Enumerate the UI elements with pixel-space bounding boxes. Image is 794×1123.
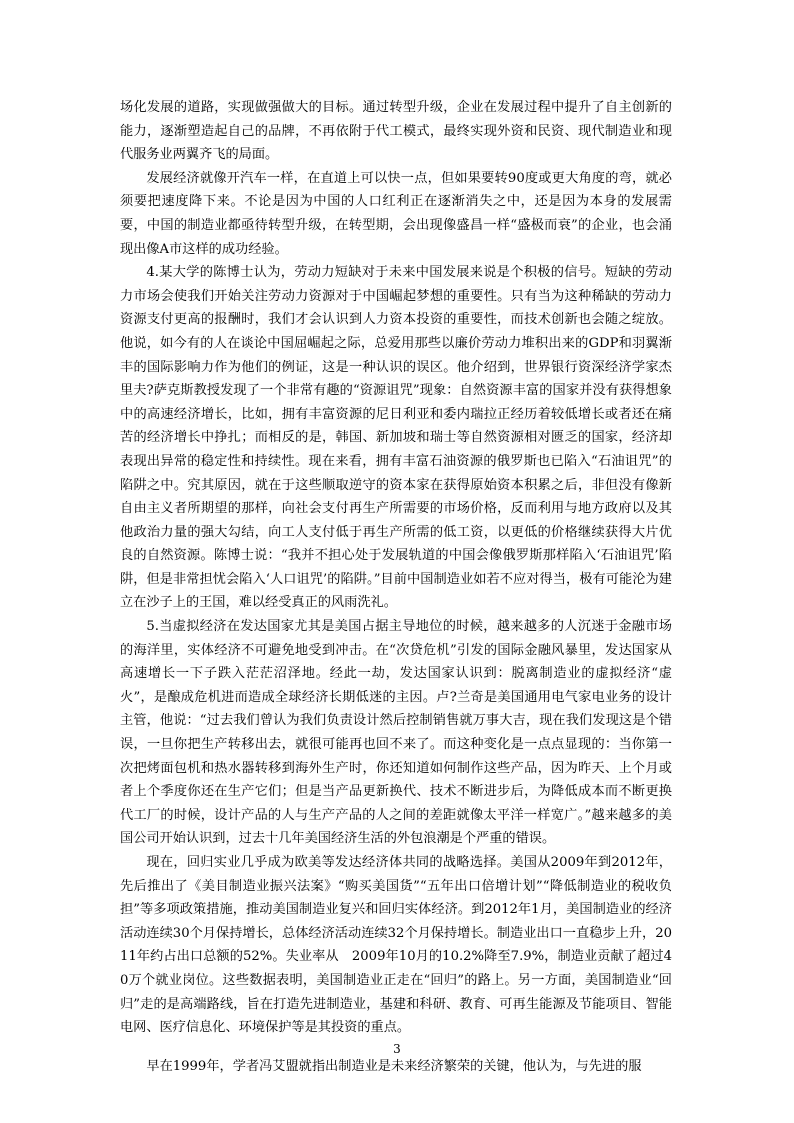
page-number: 3 [393,1042,401,1056]
paragraph-continued: 场化发展的道路，实现做强做大的目标。通过转型升级，企业在发展过程中提升了自主创新的能力，逐渐塑造起自己的品牌，不再依附于代工模式，最终实现外资和民资、现代制造业和现代服务业两翼齐飞的局面。 [120,100,672,163]
paragraph-5-virtual-economy: 5.当虚拟经济在发达国家尤其是美国占据主导地位的时候，越来越多的人沉迷于金融市场的海洋里，实体经济不可避免地受到冲击。在“次贷危机”引发的国际金融风暴里，发达国家从高速增长一下子跌入茫茫沼泽地。经此一劫，发达国家认识到：脱离制造业的虚拟经济“虚火”，是酿成危机进而造成全球经济长期低迷的主因。卢?兰奇是美国通用电气家电业务的设计主管，他说：“过去我们曾认为我们负责设计然后控制销售就万事大吉，现在我们发现这是个错误，一旦你把生产转移出去，就很可能再也回不来了。而这种变化是一点点显现的：当你第一次把烤面包机和热水器转移到海外生产时，你还知道如何制作这些产品，因为昨天、上个月或者上个季度你还在生产它们；但是当产品更新换代、技术不断进步后，为降低成本而不断更换代工厂的时候，设计产品的人与生产产品的人之间的差距就像太平洋一样宽广。”越来越多的美国公司开始认识到，过去十几年美国经济生活的外包浪潮是个严重的错误。 [120,619,672,847]
document-body [120,96,672,1078]
paragraph-driving-analogy: 发展经济就像开汽车一样，在直道上可以快一点，但如果要转90度或更大角度的弯，就必须要把速度降下来。不论是因为中国的人口红利正在逐渐消失之中，还是因为本身的发展需要，中国的制造业都亟待转型升级，在转型期，会出现像盛昌一样“盛极而衰”的企业，也会涌现出像A市这样的成功经验。 [120,170,672,257]
paragraph-return-to-industry: 现在，回归实业几乎成为欧美等发达经济体共同的战略选择。美国从2009年到2012年，先后推出了《美目制造业振兴法案》“购买美国货”“五年出口倍增计划”“降低制造业的税收负担”等多项政策措施，推动美国制造业复兴和回归实体经济。到2012年1月，美国制造业的经济活动连续30个月保持增长，总体经济活动连续32个月保持增长。制造业出口一直稳步上升，2011年约占出口总额的52%。失业率从 2009年10月的10.2%降至7.9%，制造业贡献了超过40万个就业岗位。这些数据表明，美国制造业正走在“回归”的路上。另一方面，美国制造业“回归”走的是高端路线，旨在打造先进制造业，基建和科研、教育、可再生能源及节能项目、智能电网、医疗信息化、环境保护等是其投资的重点。 [120,855,672,1036]
paragraph-1999-scholar: 早在1999年，学者冯艾盟就指出制造业是未来经济繁荣的关键，他认为，与先进的服 [146,1058,642,1074]
paragraph-4-labor-shortage: 4.某大学的陈博士认为，劳动力短缺对于未来中国发展来说是个积极的信号。短缺的劳动力市场会使我们开始关注劳动力资源对于中国崛起梦想的重要性。只有当为这种稀缺的劳动力资源支付更高的报酬时，我们才会认识到人力资本投资的重要性，而技术创新也会随之绽放。他说，如今有的人在谈论中国屈崛起之际，总爱用那些以廉价劳动力堆积出来的GDP和羽翼渐丰的国际影响力作为他们的例证，这是一种认识的误区。他介绍到，世界银行资深经济学家杰里夫?萨克斯教授发现了一个非常有趣的“资源诅咒”现象：自然资源丰富的国家并没有获得想象中的高速经济增长，比如，拥有丰富资源的尼日利亚和委内瑞拉正经历着较低增长或者还在痛苦的经济增长中挣扎；而相反的是，韩国、新加坡和瑞士等自然资源相对匮乏的国家，经济却表现出异常的稳定性和持续性。现在来看，拥有丰富石油资源的俄罗斯也已陷入“石油诅咒”的陷阱之中。究其原因，就在于这些顺取逆守的资本家在获得原始资本积累之后，非但没有像新自由主义者所期望的那样，向社会支付再生产所需要的市场价格，反而利用与地方政府以及其他政治力量的强大勾结，向工人支付低于再生产所需的低工资，以更低的价格继续获得大片优良的自然资源。陈博士说：“我并不担心处于发展轨道的中国会像俄罗斯那样陷入‘石油诅咒’陷阱，但是非常担忧会陷入‘人口诅咒’的陷阱。”目前中国制造业如若不应对得当，极有可能沦为建立在沙子上的王国，难以经受真正的风雨洗礼。 [120,265,672,611]
